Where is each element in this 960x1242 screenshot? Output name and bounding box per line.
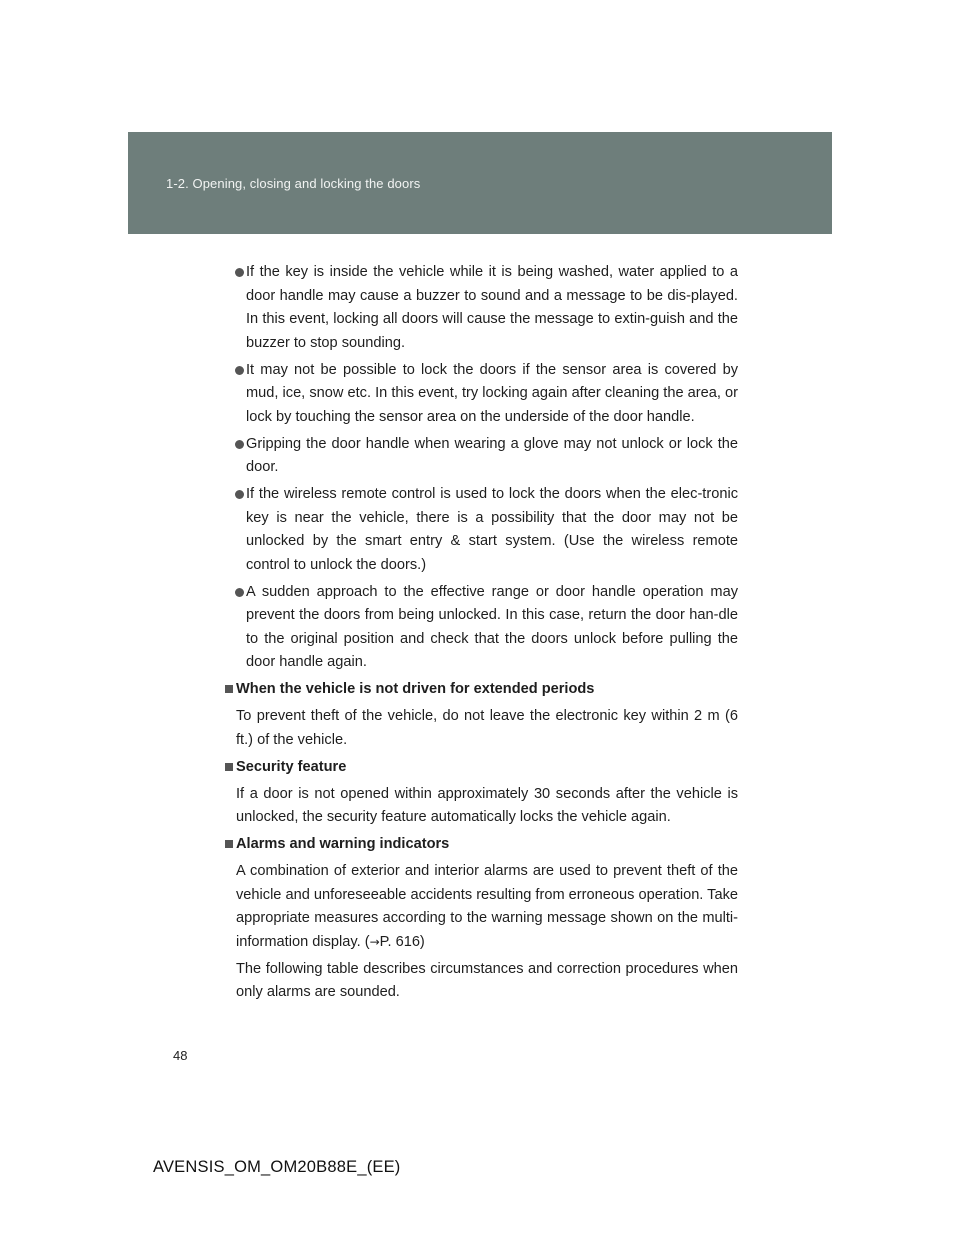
section-body: If a door is not opened within approximately 30 seconds after the vehicle is unlocked, the security feature automatically locks the vehicle again. [236,785,738,825]
bullet-icon [235,440,244,449]
square-bullet-icon [225,840,233,848]
section-heading [222,756,738,780]
section-security-feature [222,756,738,830]
bullet-item [222,581,738,675]
page-reference-link[interactable]: P. 616) [379,933,425,950]
bullet-item [222,359,738,430]
bullet-item [222,483,738,577]
section-body: The following table describes circumstances and correction procedures when only alarms are sounded. [236,960,738,1000]
chapter-header [128,132,832,234]
bullet-item [222,261,738,355]
square-bullet-icon [225,685,233,693]
chapter-title: 1-2. Opening, closing and locking the doors [166,176,421,191]
bullet-item [222,433,738,480]
page-number: 48 [173,1048,188,1063]
bullet-icon [235,366,244,375]
section-heading [222,678,738,702]
footer-document-code: AVENSIS_OM_OM20B88E_(EE) [153,1158,401,1176]
section-heading-text: When the vehicle is not driven for extended periods [236,681,595,697]
reference-arrow-icon: → [369,934,380,949]
bullet-text: A sudden approach to the effective range or door handle operation may prevent the doors from being unlocked. In this case, return the door han-dle to the original position and check that the doors unlock before pulling the door handle again. [246,583,738,670]
bullet-icon [235,588,244,597]
section-heading-text: Security feature [236,758,347,775]
bullet-text: If the key is inside the vehicle while it is being washed, water applied to a door handle may cause a buzzer to sound and a message to be dis-played. In this event, locking all doors will cause the message to extin-guish and the buzzer to stop sounding. [246,264,738,351]
section-body-text: A combination of exterior and interior alarms are used to prevent theft of the vehicle and unforeseeable accidents resulting from erroneous operation. Take appropriate measures according to the warning message shown on the multi-information display. ( [236,863,738,950]
square-bullet-icon [225,763,233,771]
bullet-text: Gripping the door handle when wearing a glove may not unlock or lock the door. [246,435,738,475]
section-heading [222,833,738,857]
section-heading-text: Alarms and warning indicators [236,836,450,852]
section-extended-periods [222,678,738,752]
section-body: To prevent theft of the vehicle, do not leave the electronic key within 2 m (6 ft.) of the vehicle. [236,708,738,748]
page-content [222,261,738,1008]
section-alarms [222,833,738,1005]
bullet-text: If the wireless remote control is used to lock the doors when the elec-tronic key is near the vehicle, there is a possibility that the door may not be unlocked by the smart entry & start system. (Use the wireless remote control to unlock the doors.) [246,486,738,573]
bullet-text: It may not be possible to lock the doors if the sensor area is covered by mud, ice, snow etc. In this event, try locking again after cleaning the area, or lock by touching the sensor area on the underside of the door handle. [246,361,738,425]
bullet-icon [235,268,244,277]
bullet-icon [235,490,244,499]
section-body [222,860,738,954]
